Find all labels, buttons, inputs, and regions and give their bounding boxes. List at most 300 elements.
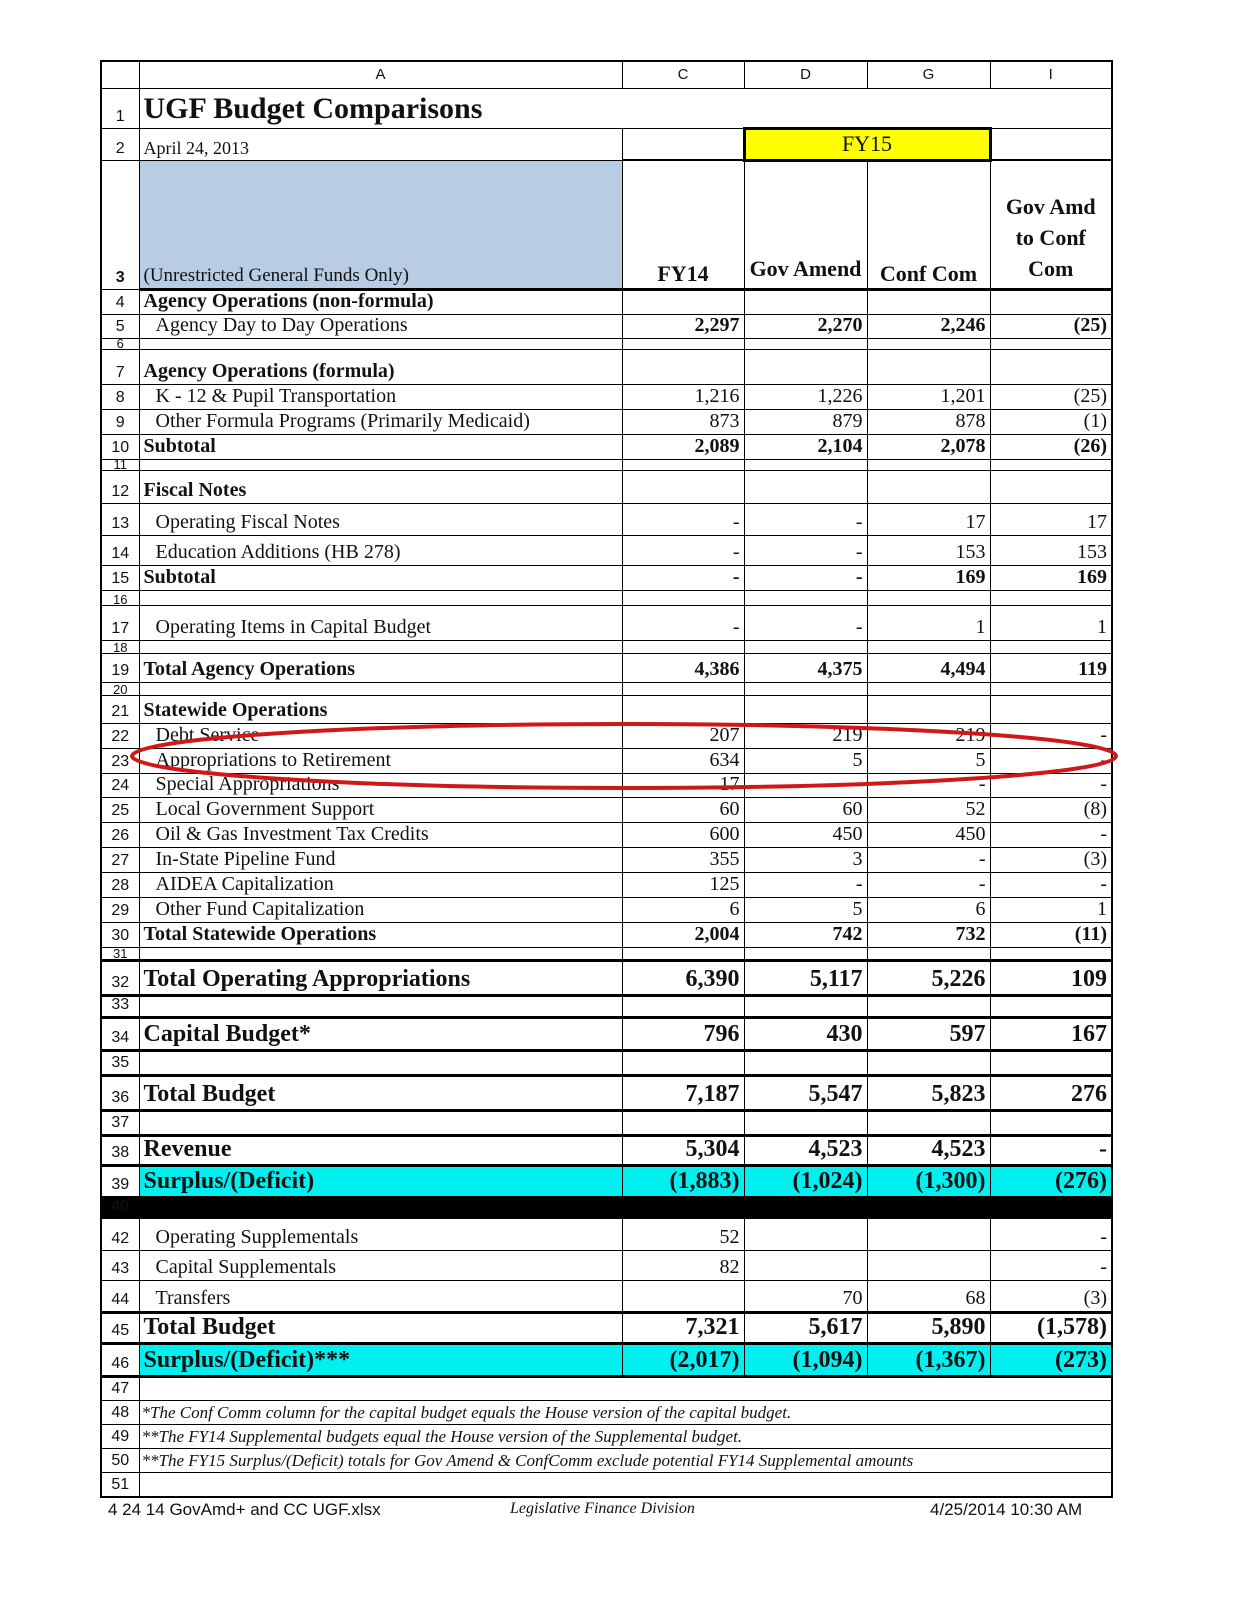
value-gov-amend[interactable]: 430	[744, 1018, 867, 1051]
value-fy14[interactable]: 2,297	[622, 314, 744, 338]
value-fy14[interactable]	[622, 683, 744, 696]
value-conf-com[interactable]: 6	[867, 898, 990, 923]
header-gov-amd-to-conf-com[interactable]: Gov Amd to Conf Com	[990, 160, 1112, 289]
value-gov-amd-to-conf-com[interactable]	[990, 1051, 1112, 1076]
value-fy14[interactable]: 60	[622, 798, 744, 823]
value-fy14[interactable]: 873	[622, 409, 744, 434]
row-label[interactable]	[139, 338, 622, 349]
row-36	[101, 1076, 1112, 1111]
value-fy14[interactable]: 4,386	[622, 654, 744, 683]
value-fy14[interactable]: -	[622, 536, 744, 566]
value-fy14[interactable]	[622, 1281, 744, 1313]
value-conf-com[interactable]: 2,246	[867, 314, 990, 338]
value-gov-amend[interactable]	[744, 1111, 867, 1136]
value-conf-com[interactable]: 5	[867, 749, 990, 774]
row-number[interactable]: 47	[101, 1377, 139, 1401]
value-fy14[interactable]: 634	[622, 749, 744, 774]
row-number[interactable]: 27	[101, 848, 139, 873]
value-conf-com[interactable]: 5,226	[867, 961, 990, 996]
value-gov-amd-to-conf-com[interactable]	[990, 696, 1112, 724]
row-label[interactable]: Special Appropriations	[139, 774, 622, 798]
value-gov-amd-to-conf-com[interactable]	[990, 591, 1112, 606]
row-number[interactable]: 46	[101, 1344, 139, 1377]
row-number[interactable]: 8	[101, 384, 139, 409]
row-number[interactable]: 24	[101, 774, 139, 798]
row-label[interactable]: K - 12 & Pupil Transportation	[139, 384, 622, 409]
value-gov-amd-to-conf-com[interactable]	[990, 1111, 1112, 1136]
row-number[interactable]: 9	[101, 409, 139, 434]
footnote[interactable]	[139, 1377, 1112, 1401]
row-number[interactable]: 13	[101, 504, 139, 536]
value-fy14[interactable]	[622, 591, 744, 606]
row-24	[101, 774, 1112, 798]
row-number[interactable]: 48	[101, 1401, 139, 1425]
value-gov-amd-to-conf-com[interactable]: 167	[990, 1018, 1112, 1051]
value-fy14[interactable]: 1,216	[622, 384, 744, 409]
row-number[interactable]: 42	[101, 1219, 139, 1251]
value-fy14[interactable]: 2,089	[622, 434, 744, 459]
row-label[interactable]	[139, 996, 622, 1018]
row-label[interactable]: Agency Day to Day Operations	[139, 314, 622, 338]
value-gov-amend[interactable]: -	[744, 504, 867, 536]
row-label[interactable]: Oil & Gas Investment Tax Credits	[139, 823, 622, 848]
value-fy14[interactable]: -	[622, 606, 744, 641]
value-gov-amd-to-conf-com[interactable]	[990, 459, 1112, 470]
value-gov-amend[interactable]: 742	[744, 923, 867, 948]
row-number[interactable]: 40	[101, 1198, 139, 1219]
row-number[interactable]: 11	[101, 459, 139, 470]
value-conf-com[interactable]	[867, 996, 990, 1018]
value-fy14[interactable]	[622, 1111, 744, 1136]
row-number[interactable]: 28	[101, 873, 139, 898]
row-number[interactable]: 30	[101, 923, 139, 948]
value-conf-com[interactable]	[867, 1051, 990, 1076]
footer-filename: 4 24 14 GovAmd+ and CC UGF.xlsx	[108, 1500, 381, 1519]
cell[interactable]	[622, 128, 744, 160]
row-number[interactable]: 51	[101, 1473, 139, 1497]
value-gov-amend[interactable]	[744, 641, 867, 654]
value-gov-amd-to-conf-com[interactable]: 1	[990, 898, 1112, 923]
footnote[interactable]: *The Conf Comm column for the capital budget equals the House version of the capital budget.	[139, 1401, 1112, 1425]
value-gov-amend[interactable]: -	[744, 536, 867, 566]
value-conf-com[interactable]: 52	[867, 798, 990, 823]
value-gov-amd-to-conf-com[interactable]: 17	[990, 504, 1112, 536]
value-fy14[interactable]: 6	[622, 898, 744, 923]
value-gov-amd-to-conf-com[interactable]	[990, 349, 1112, 384]
row-label[interactable]: Total Budget	[139, 1313, 622, 1344]
value-conf-com[interactable]: 597	[867, 1018, 990, 1051]
row-number[interactable]: 15	[101, 566, 139, 591]
row-number[interactable]: 2	[101, 128, 139, 160]
value-fy14[interactable]: -	[622, 566, 744, 591]
value-gov-amend[interactable]	[744, 459, 867, 470]
value-conf-com[interactable]: 2,078	[867, 434, 990, 459]
row-number[interactable]: 36	[101, 1076, 139, 1111]
row-number[interactable]: 7	[101, 349, 139, 384]
value-fy14[interactable]: 796	[622, 1018, 744, 1051]
value-fy14[interactable]	[622, 459, 744, 470]
value-fy14[interactable]: 125	[622, 873, 744, 898]
value-conf-com[interactable]	[867, 641, 990, 654]
row-number[interactable]: 32	[101, 961, 139, 996]
row-label[interactable]: Surplus/(Deficit)	[139, 1166, 622, 1198]
row-number[interactable]: 1	[101, 88, 139, 128]
row-number[interactable]: 49	[101, 1425, 139, 1449]
column-header-g[interactable]: G	[867, 61, 990, 88]
row-label[interactable]: Agency Operations (non-formula)	[139, 289, 622, 314]
value-fy14[interactable]: (2,017)	[622, 1344, 744, 1377]
value-gov-amd-to-conf-com[interactable]: (3)	[990, 1281, 1112, 1313]
value-conf-com[interactable]	[867, 591, 990, 606]
value-gov-amd-to-conf-com[interactable]: (273)	[990, 1344, 1112, 1377]
row-45	[101, 1313, 1112, 1344]
value-gov-amd-to-conf-com[interactable]: 1	[990, 606, 1112, 641]
value-gov-amend[interactable]: 70	[744, 1281, 867, 1313]
value-gov-amd-to-conf-com[interactable]: (26)	[990, 434, 1112, 459]
value-gov-amend[interactable]: 60	[744, 798, 867, 823]
value-gov-amend[interactable]: 2,104	[744, 434, 867, 459]
value-gov-amd-to-conf-com[interactable]: 169	[990, 566, 1112, 591]
value-fy14[interactable]	[622, 1198, 744, 1219]
row-label[interactable]: Total Budget	[139, 1076, 622, 1111]
value-gov-amd-to-conf-com[interactable]: (25)	[990, 314, 1112, 338]
row-label[interactable]: Capital Supplementals	[139, 1251, 622, 1281]
value-fy14[interactable]	[622, 1051, 744, 1076]
row-number[interactable]: 34	[101, 1018, 139, 1051]
value-fy14[interactable]	[622, 948, 744, 961]
row-27	[101, 848, 1112, 873]
value-conf-com[interactable]: 219	[867, 724, 990, 749]
row-number[interactable]: 19	[101, 654, 139, 683]
value-conf-com[interactable]	[867, 459, 990, 470]
row-label[interactable]: Fiscal Notes	[139, 471, 622, 504]
row-14	[101, 536, 1112, 566]
value-gov-amd-to-conf-com[interactable]: (3)	[990, 848, 1112, 873]
row-label[interactable]: Surplus/(Deficit)***	[139, 1344, 622, 1377]
row-21	[101, 696, 1112, 724]
value-fy14[interactable]	[622, 641, 744, 654]
header-conf-com[interactable]: Conf Com	[867, 160, 990, 289]
value-gov-amd-to-conf-com[interactable]: -	[990, 774, 1112, 798]
row-number[interactable]: 10	[101, 434, 139, 459]
value-fy14[interactable]: 2,004	[622, 923, 744, 948]
row-label[interactable]: In-State Pipeline Fund	[139, 848, 622, 873]
value-gov-amend[interactable]	[744, 471, 867, 504]
value-conf-com[interactable]	[867, 948, 990, 961]
sheet-title[interactable]: UGF Budget Comparisons	[139, 88, 1112, 128]
value-gov-amd-to-conf-com[interactable]	[990, 338, 1112, 349]
row-42	[101, 1219, 1112, 1251]
row-number[interactable]: 18	[101, 641, 139, 654]
row-label[interactable]	[139, 948, 622, 961]
value-conf-com[interactable]: 153	[867, 536, 990, 566]
value-conf-com[interactable]	[867, 289, 990, 314]
value-conf-com[interactable]	[867, 338, 990, 349]
value-fy14[interactable]	[622, 338, 744, 349]
row-label[interactable]	[139, 591, 622, 606]
row-number[interactable]: 35	[101, 1051, 139, 1076]
value-conf-com[interactable]: 169	[867, 566, 990, 591]
column-header-c[interactable]: C	[622, 61, 744, 88]
value-gov-amend[interactable]: 2,270	[744, 314, 867, 338]
row-number[interactable]: 33	[101, 996, 139, 1018]
value-gov-amd-to-conf-com[interactable]	[990, 471, 1112, 504]
row-label[interactable]: Appropriations to Retirement	[139, 749, 622, 774]
row-number[interactable]: 37	[101, 1111, 139, 1136]
value-fy14[interactable]: (1,883)	[622, 1166, 744, 1198]
value-fy14[interactable]: 355	[622, 848, 744, 873]
row-label[interactable]: Operating Fiscal Notes	[139, 504, 622, 536]
row-label[interactable]: Subtotal	[139, 566, 622, 591]
value-gov-amend[interactable]: 4,523	[744, 1136, 867, 1166]
value-gov-amend[interactable]	[744, 289, 867, 314]
value-fy14[interactable]: 17	[622, 774, 744, 798]
value-conf-com[interactable]	[867, 1111, 990, 1136]
row-label[interactable]: Local Government Support	[139, 798, 622, 823]
value-gov-amend[interactable]: 219	[744, 724, 867, 749]
value-gov-amd-to-conf-com[interactable]: -	[990, 823, 1112, 848]
row-label[interactable]: Total Agency Operations	[139, 654, 622, 683]
value-gov-amend[interactable]: -	[744, 774, 867, 798]
value-fy14[interactable]: -	[622, 504, 744, 536]
value-conf-com[interactable]: 68	[867, 1281, 990, 1313]
row-number[interactable]: 44	[101, 1281, 139, 1313]
row-label[interactable]: Revenue	[139, 1136, 622, 1166]
row-label[interactable]	[139, 1198, 622, 1219]
value-gov-amend[interactable]	[744, 948, 867, 961]
value-gov-amend[interactable]: -	[744, 566, 867, 591]
value-fy14[interactable]: 7,321	[622, 1313, 744, 1344]
row-number[interactable]: 26	[101, 823, 139, 848]
row-number[interactable]: 20	[101, 683, 139, 696]
value-gov-amd-to-conf-com[interactable]: -	[990, 873, 1112, 898]
value-fy14[interactable]	[622, 349, 744, 384]
row-label[interactable]: AIDEA Capitalization	[139, 873, 622, 898]
row-number[interactable]: 21	[101, 696, 139, 724]
row-label[interactable]: Debt Service	[139, 724, 622, 749]
row-12	[101, 471, 1112, 504]
value-gov-amd-to-conf-com[interactable]	[990, 948, 1112, 961]
value-gov-amend[interactable]	[744, 1251, 867, 1281]
value-gov-amend[interactable]	[744, 1219, 867, 1251]
row-number[interactable]: 4	[101, 289, 139, 314]
value-conf-com[interactable]: 4,494	[867, 654, 990, 683]
value-fy14[interactable]: 7,187	[622, 1076, 744, 1111]
value-conf-com[interactable]: 17	[867, 504, 990, 536]
value-conf-com[interactable]	[867, 1198, 990, 1219]
value-gov-amend[interactable]	[744, 338, 867, 349]
value-fy14[interactable]	[622, 471, 744, 504]
row-23	[101, 749, 1112, 774]
value-conf-com[interactable]: (1,300)	[867, 1166, 990, 1198]
row-number[interactable]: 12	[101, 471, 139, 504]
row-label[interactable]: Transfers	[139, 1281, 622, 1313]
row-label[interactable]: Operating Supplementals	[139, 1219, 622, 1251]
header-gov-amend[interactable]: Gov Amend	[744, 160, 867, 289]
value-fy14[interactable]: 52	[622, 1219, 744, 1251]
row-number[interactable]: 38	[101, 1136, 139, 1166]
row-label[interactable]	[139, 1051, 622, 1076]
row-number[interactable]: 50	[101, 1449, 139, 1473]
value-gov-amend[interactable]	[744, 349, 867, 384]
header-fy14[interactable]: FY14	[622, 160, 744, 289]
column-header-a[interactable]: A	[139, 61, 622, 88]
row-label[interactable]: Operating Items in Capital Budget	[139, 606, 622, 641]
value-gov-amend[interactable]: 1,226	[744, 384, 867, 409]
value-conf-com[interactable]	[867, 1219, 990, 1251]
value-conf-com[interactable]	[867, 696, 990, 724]
row-29	[101, 898, 1112, 923]
value-gov-amend[interactable]	[744, 1051, 867, 1076]
value-gov-amd-to-conf-com[interactable]	[990, 289, 1112, 314]
value-gov-amend[interactable]	[744, 696, 867, 724]
value-gov-amd-to-conf-com[interactable]	[990, 641, 1112, 654]
value-gov-amend[interactable]	[744, 996, 867, 1018]
value-gov-amd-to-conf-com[interactable]	[990, 996, 1112, 1018]
row-label[interactable]: Other Formula Programs (Primarily Medicaid)	[139, 409, 622, 434]
funds-note[interactable]: (Unrestricted General Funds Only)	[139, 160, 622, 289]
value-fy14[interactable]	[622, 696, 744, 724]
value-gov-amend[interactable]	[744, 1198, 867, 1219]
row-label[interactable]: Total Statewide Operations	[139, 923, 622, 948]
footnote[interactable]: **The FY15 Surplus/(Deficit) totals for Gov Amend & ConfComm exclude potential FY14 Supplemental amounts	[139, 1449, 1112, 1473]
value-fy14[interactable]: 6,390	[622, 961, 744, 996]
value-fy14[interactable]: 600	[622, 823, 744, 848]
row-40	[101, 1198, 1112, 1219]
value-gov-amd-to-conf-com[interactable]: -	[990, 749, 1112, 774]
value-conf-com[interactable]: -	[867, 774, 990, 798]
value-conf-com[interactable]: 5,823	[867, 1076, 990, 1111]
value-gov-amd-to-conf-com[interactable]: (1,578)	[990, 1313, 1112, 1344]
row-label[interactable]: Other Fund Capitalization	[139, 898, 622, 923]
value-gov-amd-to-conf-com[interactable]: -	[990, 1251, 1112, 1281]
value-conf-com[interactable]: 878	[867, 409, 990, 434]
value-gov-amd-to-conf-com[interactable]: (276)	[990, 1166, 1112, 1198]
value-gov-amend[interactable]: 450	[744, 823, 867, 848]
row-label[interactable]: Total Operating Appropriations	[139, 961, 622, 996]
row-number[interactable]: 14	[101, 536, 139, 566]
value-conf-com[interactable]: 732	[867, 923, 990, 948]
value-gov-amd-to-conf-com[interactable]: -	[990, 1136, 1112, 1166]
row-22	[101, 724, 1112, 749]
value-gov-amend[interactable]: (1,024)	[744, 1166, 867, 1198]
row-4	[101, 289, 1112, 314]
row-44	[101, 1281, 1112, 1313]
value-conf-com[interactable]	[867, 1251, 990, 1281]
value-conf-com[interactable]	[867, 683, 990, 696]
row-9	[101, 409, 1112, 434]
footer-timestamp: 4/25/2014 10:30 AM	[930, 1500, 1083, 1519]
row-label[interactable]	[139, 683, 622, 696]
value-conf-com[interactable]: 1	[867, 606, 990, 641]
value-gov-amd-to-conf-com[interactable]	[990, 1198, 1112, 1219]
row-number[interactable]: 16	[101, 591, 139, 606]
corner-cell[interactable]	[101, 61, 139, 88]
fy15-label[interactable]: FY15	[744, 128, 990, 160]
row-number[interactable]: 39	[101, 1166, 139, 1198]
value-gov-amend[interactable]: 879	[744, 409, 867, 434]
row-label[interactable]: Subtotal	[139, 434, 622, 459]
value-conf-com[interactable]: 450	[867, 823, 990, 848]
row-number[interactable]: 29	[101, 898, 139, 923]
value-gov-amd-to-conf-com[interactable]: -	[990, 1219, 1112, 1251]
footnote[interactable]: **The FY14 Supplemental budgets equal the House version of the Supplemental budget.	[139, 1425, 1112, 1449]
value-gov-amend[interactable]: 5	[744, 898, 867, 923]
value-conf-com[interactable]: -	[867, 873, 990, 898]
value-gov-amend[interactable]: 5,547	[744, 1076, 867, 1111]
value-gov-amd-to-conf-com[interactable]: 153	[990, 536, 1112, 566]
value-fy14[interactable]	[622, 289, 744, 314]
value-gov-amd-to-conf-com[interactable]: (25)	[990, 384, 1112, 409]
column-header-i[interactable]: I	[990, 61, 1112, 88]
row-number[interactable]: 5	[101, 314, 139, 338]
row-label[interactable]	[139, 459, 622, 470]
value-conf-com[interactable]	[867, 471, 990, 504]
value-fy14[interactable]: 82	[622, 1251, 744, 1281]
value-fy14[interactable]: 5,304	[622, 1136, 744, 1166]
row-number[interactable]: 6	[101, 338, 139, 349]
value-fy14[interactable]: 207	[622, 724, 744, 749]
value-gov-amd-to-conf-com[interactable]: -	[990, 724, 1112, 749]
sheet-date[interactable]: April 24, 2013	[139, 128, 622, 160]
value-gov-amend[interactable]: 4,375	[744, 654, 867, 683]
row-label[interactable]: Education Additions (HB 278)	[139, 536, 622, 566]
value-gov-amend[interactable]	[744, 683, 867, 696]
value-gov-amend[interactable]: -	[744, 606, 867, 641]
row-number[interactable]: 45	[101, 1313, 139, 1344]
cell[interactable]	[990, 128, 1112, 160]
value-gov-amd-to-conf-com[interactable]: (8)	[990, 798, 1112, 823]
row-number[interactable]: 17	[101, 606, 139, 641]
value-fy14[interactable]	[622, 996, 744, 1018]
value-conf-com[interactable]: 5,890	[867, 1313, 990, 1344]
row-number[interactable]: 22	[101, 724, 139, 749]
value-gov-amd-to-conf-com[interactable]	[990, 683, 1112, 696]
row-48	[101, 1401, 1112, 1425]
row-label[interactable]: Agency Operations (formula)	[139, 349, 622, 384]
value-gov-amd-to-conf-com[interactable]: 119	[990, 654, 1112, 683]
row-label[interactable]	[139, 1111, 622, 1136]
value-conf-com[interactable]: 4,523	[867, 1136, 990, 1166]
value-gov-amend[interactable]	[744, 591, 867, 606]
value-gov-amd-to-conf-com[interactable]: (11)	[990, 923, 1112, 948]
value-conf-com[interactable]: 1,201	[867, 384, 990, 409]
value-conf-com[interactable]: -	[867, 848, 990, 873]
column-header-d[interactable]: D	[744, 61, 867, 88]
value-gov-amd-to-conf-com[interactable]: 109	[990, 961, 1112, 996]
row-label[interactable]: Capital Budget*	[139, 1018, 622, 1051]
value-gov-amend[interactable]: (1,094)	[744, 1344, 867, 1377]
value-gov-amend[interactable]: 5,617	[744, 1313, 867, 1344]
row-number[interactable]: 3	[101, 160, 139, 289]
row-number[interactable]: 43	[101, 1251, 139, 1281]
value-gov-amend[interactable]: 3	[744, 848, 867, 873]
value-gov-amend[interactable]: 5,117	[744, 961, 867, 996]
row-number[interactable]: 23	[101, 749, 139, 774]
row-18	[101, 641, 1112, 654]
row-label[interactable]: Statewide Operations	[139, 696, 622, 724]
row-number[interactable]: 31	[101, 948, 139, 961]
row-label[interactable]	[139, 641, 622, 654]
value-gov-amend[interactable]: -	[744, 873, 867, 898]
row-number[interactable]: 25	[101, 798, 139, 823]
value-conf-com[interactable]	[867, 349, 990, 384]
value-gov-amend[interactable]: 5	[744, 749, 867, 774]
value-gov-amd-to-conf-com[interactable]: 276	[990, 1076, 1112, 1111]
value-gov-amd-to-conf-com[interactable]: (1)	[990, 409, 1112, 434]
value-conf-com[interactable]: (1,367)	[867, 1344, 990, 1377]
footnote[interactable]	[139, 1473, 1112, 1497]
